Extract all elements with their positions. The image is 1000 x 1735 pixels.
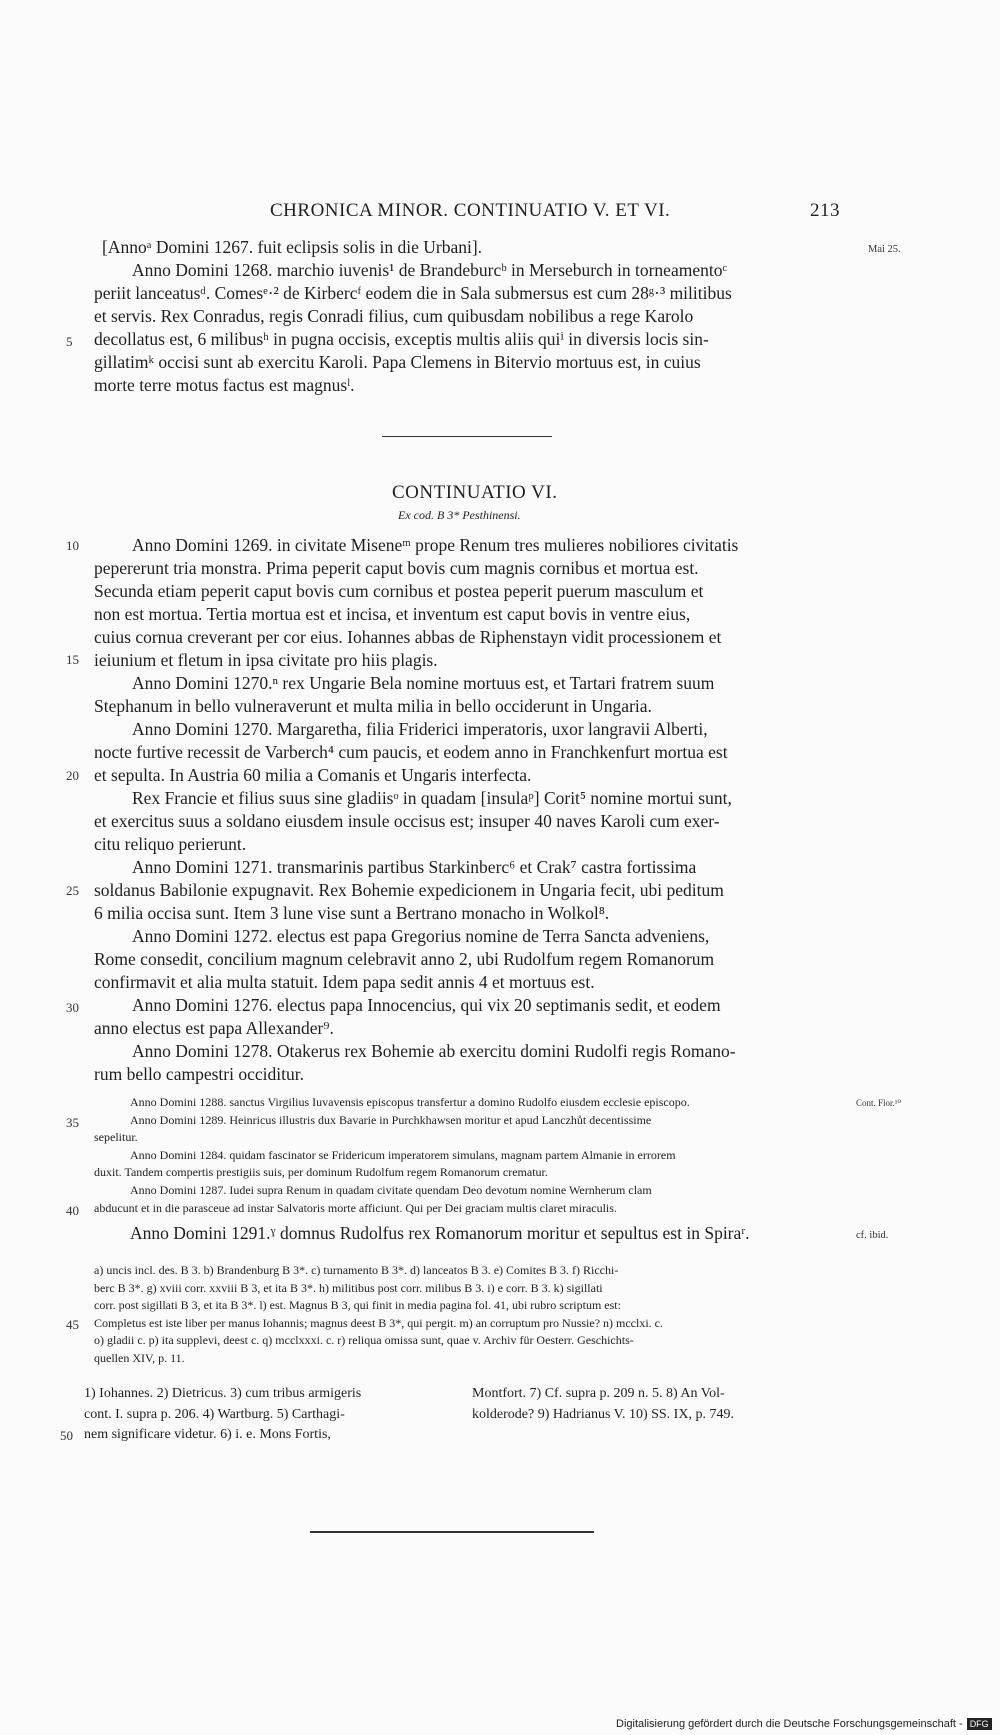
dfg-logo-icon: DFG	[967, 1718, 992, 1730]
apparatus-line: a) uncis incl. des. B 3. b) Brandenburg B 3*. c) turnamento B 3*. d) lanceatos B 3. e) Comites B 3. f) Ricchi-	[94, 1263, 619, 1277]
text-line: 6 milia occisa sunt. Item 3 lune vise sunt a Bertrano monacho in Wolkol⁸.	[94, 903, 610, 923]
text-line: confirmavit et alia multa statuit. Idem papa sedit annis 4 et mortuus est.	[94, 972, 595, 992]
text-line: gillatimᵏ occisi sunt ab exercitu Karoli. Papa Clemens in Bitervio mortuus est, in cuius	[94, 352, 701, 372]
line-number: 5	[66, 334, 73, 349]
text-line: citu reliquo perierunt.	[94, 834, 247, 854]
small-line: abducunt et in die parasceue ad instar Salvatoris morte afficiunt. Qui per Dei graciam multis claret miraculis.	[94, 1200, 617, 1215]
running-title: CHRONICA MINOR. CONTINUATIO V. ET VI.	[270, 200, 671, 221]
text-line: non est mortua. Tertia mortua est et incisa, et inventum est caput bovis in ventre eius,	[94, 604, 691, 624]
apparatus-line: o) gladii c. p) ita supplevi, deest c. q) mcclxxxi. c. r) reliqua omissa sunt, quae v. Archiv für Oesterr. Geschichts-	[94, 1333, 634, 1347]
text-line: et sepulta. In Austria 60 milia a Comanis et Ungaris interfecta.	[94, 765, 532, 785]
critical-apparatus	[94, 1262, 663, 1367]
text-line: [Annoᵃ Domini 1267. fuit eclipsis solis in die Urbani].	[102, 237, 483, 257]
text-line: cuius cornua creverant per cor eius. Iohannes abbas de Riphenstayn vidit processionem et	[94, 627, 722, 647]
apparatus-line: berc B 3*. g) xviii corr. xxviii B 3, et ita B 3*. h) militibus post corr. milibus B 3. i) e corr. B 3. k) sigillati	[94, 1280, 603, 1295]
line-number: 30	[66, 1000, 79, 1015]
text-line: Anno Domini 1271. transmarinis partibus Starkinberc⁶ et Crak⁷ castra fortissima	[132, 857, 697, 877]
section-divider	[382, 436, 552, 437]
page-number: 213	[810, 200, 840, 221]
apparatus-line: Completus est iste liber per manus Iohannis; magnus deest B 3*, qui pergit. m) an corruptum pro Nussie? n) mcclxi. c.	[94, 1315, 664, 1330]
line-number: 40	[66, 1203, 79, 1218]
line-number: 25	[66, 883, 79, 898]
line-number: 35	[66, 1115, 79, 1130]
small-line: Anno Domini 1289. Heinricus illustris dux Bavarie in Purchkhawsen moritur et apud Lanczhůt decentissime	[130, 1112, 652, 1127]
footnotes-column-2	[472, 1384, 734, 1425]
footnote-line: 1) Iohannes. 2) Dietricus. 3) cum tribus armigeris	[84, 1386, 362, 1401]
small-line: Anno Domini 1288. sanctus Virgilius Iuvavensis episcopus transfertur a domino Rudolfo eiusdem ecclesie episcopo.	[130, 1095, 690, 1109]
text-line: anno electus est papa Allexander⁹.	[94, 1018, 334, 1038]
line-number: 20	[66, 768, 79, 783]
text-line: Rex Francie et filius suus sine gladiisᵒ in quadam [insulaᵖ] Corit⁵ nomine mortui sunt,	[132, 788, 732, 808]
footnote-line: cont. I. supra p. 206. 4) Wartburg. 5) Carthagi-	[84, 1406, 345, 1422]
text-line: soldanus Babilonie expugnavit. Rex Bohemie expedicionem in Ungaria fecit, ubi peditum	[94, 880, 724, 900]
margin-note-source: Cont. Flor.¹⁰	[856, 1098, 902, 1108]
continuatio-v-text	[94, 236, 732, 397]
text-line: periit lanceatusᵈ. Comesᵉ·² de Kirbercᶠ eodem die in Sala submersus est cum 28ᵍ·³ militibus	[94, 283, 732, 303]
text-line: ieiunium et fletum in ipsa civitate pro hiis plagis.	[94, 650, 438, 670]
small-print-entries	[94, 1094, 690, 1217]
text-line: Anno Domini 1269. in civitate Miseneᵐ prope Renum tres mulieres nobiliores civitatis	[132, 535, 739, 555]
text-line: Anno Domini 1270.ⁿ rex Ungarie Bela nomine mortuus est, et Tartari fratrem suum	[132, 673, 715, 693]
section-subtitle: Ex cod. B 3* Pesthinensi.	[398, 508, 521, 522]
text-line: Secunda etiam peperit caput bovis cum cornibus et postea peperit puerum masculum et	[94, 581, 704, 601]
text-line: Stephanum in bello vulneraverunt et multa milia in bello occiderunt in Ungaria.	[94, 696, 652, 716]
text-line: Anno Domini 1272. electus est papa Gregorius nomine de Terra Sancta adveniens,	[132, 926, 710, 946]
footnote-line: nem significare videtur. 6) i. e. Mons Fortis,	[84, 1427, 331, 1442]
section-title: CONTINUATIO VI.	[392, 482, 558, 503]
final-entry: Anno Domini 1291.ˠ domnus Rudolfus rex Romanorum moritur et sepultus est in Spiraʳ.	[130, 1223, 750, 1243]
continuatio-vi-text	[94, 534, 738, 1086]
credit-text: Digitalisierung gefördert durch die Deutsche Forschungsgemeinschaft -	[616, 1718, 963, 1730]
bottom-rule	[310, 1531, 594, 1533]
apparatus-line: quellen XIV, p. 11.	[94, 1350, 185, 1365]
small-line: sepelitur.	[94, 1130, 138, 1145]
text-line: morte terre motus factus est magnusˡ.	[94, 375, 355, 395]
text-line: decollatus est, 6 milibusʰ in pugna occisis, exceptis multis aliis quiⁱ in diversis locis sin-	[94, 329, 709, 349]
line-number: 15	[66, 652, 79, 667]
small-line: Anno Domini 1287. Iudei supra Renum in quadam civitate quendam Deo devotum nomine Wernherum clam	[130, 1182, 652, 1197]
text-line: Anno Domini 1276. electus papa Innocencius, qui vix 20 septimanis sedit, et eodem	[132, 995, 721, 1015]
text-line: Rome consedit, concilium magnum celebravit anno 2, ubi Rudolfum regem Romanorum	[94, 949, 715, 969]
digitization-credit	[616, 1718, 992, 1730]
text-line: et servis. Rex Conradus, regis Conradi filius, cum quibusdam nobilibus a rege Karolo	[94, 306, 694, 326]
line-number: 10	[66, 538, 79, 553]
line-number: 45	[66, 1317, 79, 1332]
apparatus-line: corr. post sigillati B 3, et ita B 3*. l) est. Magnus B 3, qui finit in media pagina fol. 41, ubi rubro scriptum est:	[94, 1298, 621, 1312]
footnote-line: kolderode? 9) Hadrianus V. 10) SS. IX, p. 749.	[472, 1406, 734, 1422]
text-line: Anno Domini 1270. Margaretha, filia Friderici imperatoris, uxor langravii Alberti,	[132, 719, 708, 739]
line-number: 50	[60, 1428, 73, 1443]
text-line: pepererunt tria monstra. Prima peperit caput bovis cum magnis cornibus et mortua est.	[94, 558, 699, 578]
text-line: Anno Domini 1268. marchio iuvenis¹ de Brandeburcᵇ in Merseburch in torneamentoᶜ	[132, 260, 727, 280]
text-line: Anno Domini 1278. Otakerus rex Bohemie ab exercitu domini Rudolfi regis Romano-	[132, 1041, 736, 1061]
text-line: nocte furtive recessit de Varberch⁴ cum paucis, et eodem anno in Franchkenfurt mortua est	[94, 742, 728, 762]
text-line: et exercitus suus a soldano eiusdem insule occisus est; insuper 40 naves Karoli cum exer-	[94, 811, 720, 831]
footnotes-column-1	[84, 1384, 361, 1446]
small-line: Anno Domini 1284. quidam fascinator se Fridericum imperatorem simulans, magnam partem Almanie in errorem	[130, 1147, 676, 1162]
text-line: rum bello campestri occiditur.	[94, 1064, 304, 1084]
margin-note-reference: cf. ibid.	[856, 1230, 889, 1241]
margin-note-date: Mai 25.	[868, 244, 901, 255]
footnote-line: Montfort. 7) Cf. supra p. 209 n. 5. 8) An Vol-	[472, 1386, 725, 1401]
small-line: duxit. Tandem compertis prestigiis suis, per dominum Rudolfum regem Romanorum crematur.	[94, 1165, 548, 1180]
